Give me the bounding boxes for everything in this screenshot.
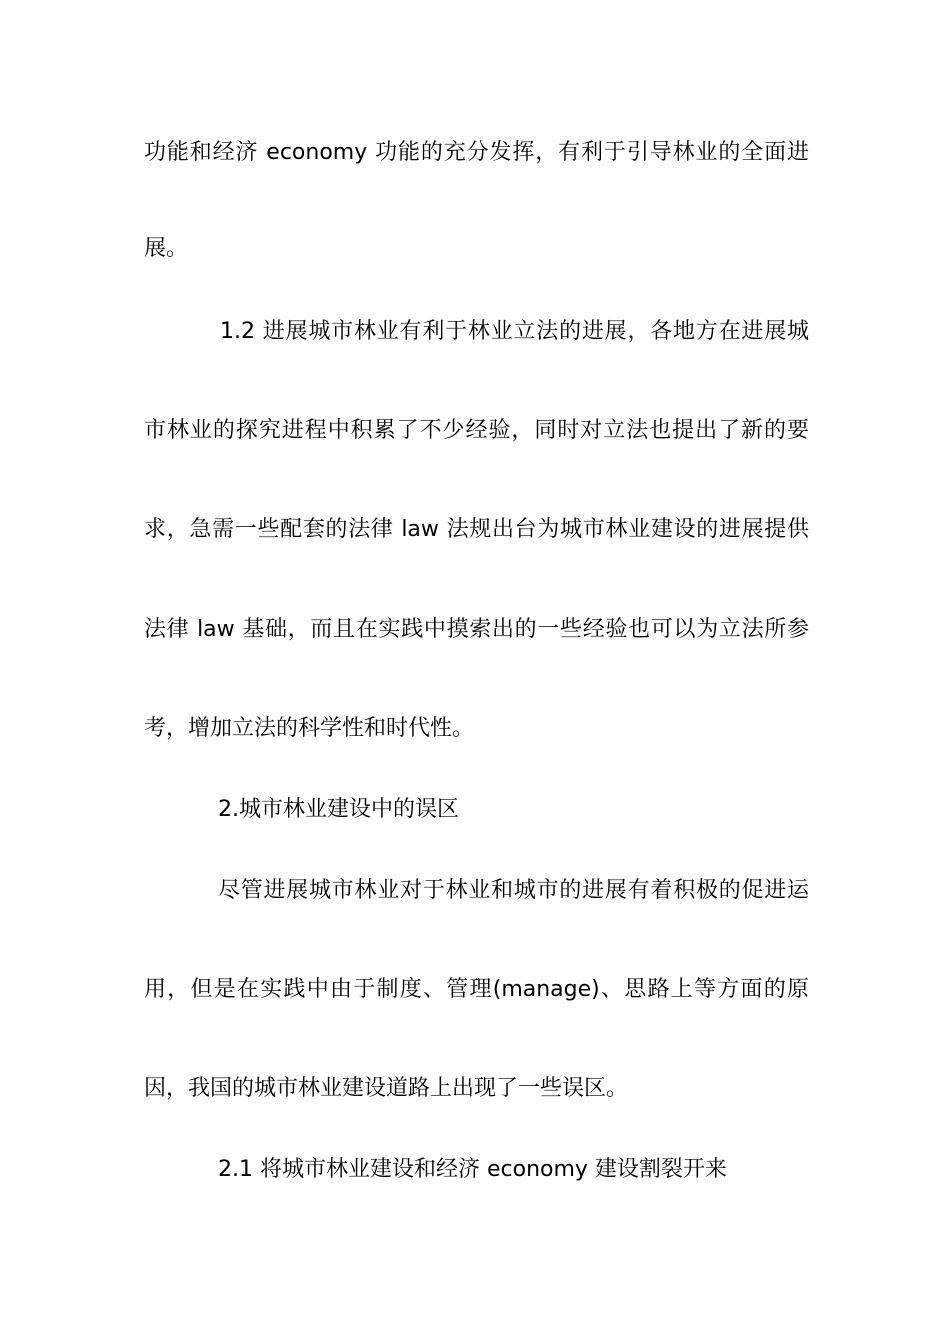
- section-1-2-line-2: 市林业的探究进程中积累了不少经验，同时对立法也提出了新的要: [144, 418, 809, 443]
- paragraph-line-1: 功能和经济 economy 功能的充分发挥，有利于引导林业的全面进: [144, 140, 809, 165]
- section-1-2-line-3: 求，急需一些配套的法律 law 法规出台为城市林业建设的进展提供: [144, 517, 809, 542]
- section-2-line-3: 因，我国的城市林业建设道路上出现了一些误区。: [144, 1076, 629, 1101]
- section-2-line-2: 用，但是在实践中由于制度、管理(manage)、思路上等方面的原: [144, 977, 809, 1002]
- section-1-2-line-5: 考，增加立法的科学性和时代性。: [144, 716, 475, 741]
- section-heading-2: 2.城市林业建设中的误区: [218, 797, 459, 822]
- section-2-line-1: 尽管进展城市林业对于林业和城市的进展有着积极的促进运: [218, 878, 809, 903]
- section-heading-2-1: 2.1 将城市林业建设和经济 economy 建设割裂开来: [218, 1157, 727, 1182]
- section-1-2-line-1: 1.2 进展城市林业有利于林业立法的进展，各地方在进展城: [220, 319, 809, 344]
- section-1-2-line-4: 法律 law 基础，而且在实践中摸索出的一些经验也可以为立法所参: [144, 617, 809, 642]
- paragraph-line-2: 展。: [144, 236, 189, 261]
